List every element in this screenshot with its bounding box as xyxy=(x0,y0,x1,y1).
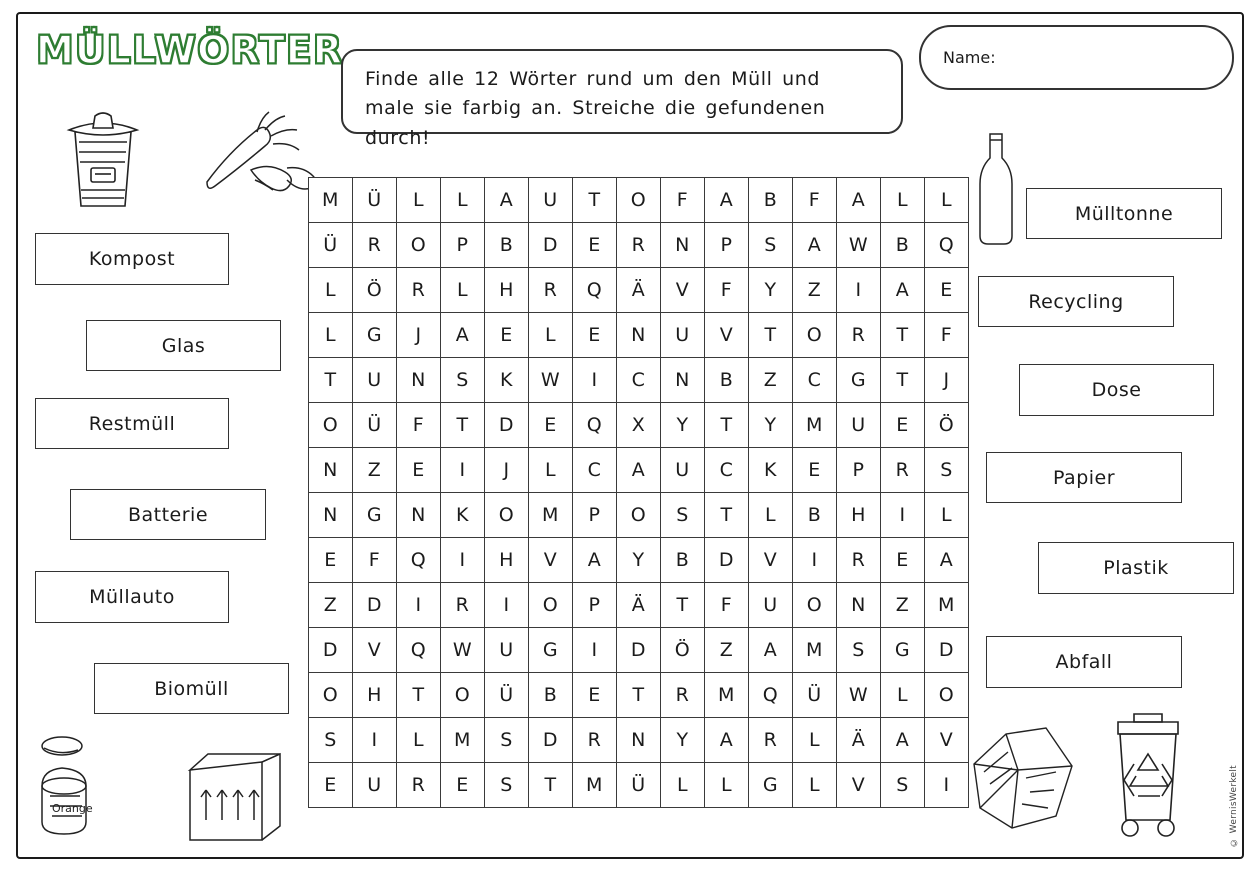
grid-cell[interactable]: S xyxy=(881,763,925,808)
word-box-muellauto[interactable] xyxy=(35,571,229,623)
grid-cell[interactable]: Ü xyxy=(353,403,397,448)
grid-cell[interactable]: B xyxy=(485,223,529,268)
grid-cell[interactable]: G xyxy=(837,358,881,403)
grid-cell[interactable]: S xyxy=(749,223,793,268)
grid-cell[interactable]: D xyxy=(705,538,749,583)
grid-cell[interactable]: E xyxy=(573,673,617,718)
grid-cell[interactable]: F xyxy=(397,403,441,448)
grid-cell[interactable]: R xyxy=(661,673,705,718)
grid-cell[interactable]: O xyxy=(617,493,661,538)
grid-cell[interactable]: U xyxy=(529,178,573,223)
crumpled-paper-icon xyxy=(960,712,1082,834)
grid-cell[interactable]: V xyxy=(925,718,969,763)
grid-cell[interactable]: N xyxy=(617,313,661,358)
grid-cell[interactable]: N xyxy=(837,583,881,628)
grid-cell[interactable]: I xyxy=(573,628,617,673)
grid-cell[interactable]: N xyxy=(397,493,441,538)
grid-cell[interactable]: E xyxy=(485,313,529,358)
grid-cell[interactable]: O xyxy=(617,178,661,223)
grid-cell[interactable]: E xyxy=(925,268,969,313)
grid-cell[interactable]: M xyxy=(793,628,837,673)
grid-cell[interactable]: A xyxy=(837,178,881,223)
grid-cell[interactable]: G xyxy=(749,763,793,808)
grid-cell[interactable]: W xyxy=(529,358,573,403)
grid-row xyxy=(309,313,969,358)
grid-cell[interactable]: Z xyxy=(881,583,925,628)
grid-cell[interactable]: E xyxy=(309,538,353,583)
grid-cell[interactable]: D xyxy=(353,583,397,628)
grid-cell[interactable]: M xyxy=(309,178,353,223)
grid-cell[interactable]: I xyxy=(573,358,617,403)
grid-cell[interactable]: A xyxy=(881,718,925,763)
grid-cell[interactable]: L xyxy=(749,493,793,538)
word-label: Abfall xyxy=(1055,651,1113,673)
grid-cell[interactable]: Q xyxy=(397,628,441,673)
compost-bin-icon xyxy=(55,100,151,215)
grid-cell[interactable]: I xyxy=(793,538,837,583)
word-box-kompost[interactable] xyxy=(35,233,229,285)
word-label: Dose xyxy=(1091,379,1142,401)
grid-cell[interactable]: Q xyxy=(573,268,617,313)
grid-cell[interactable]: Ö xyxy=(353,268,397,313)
grid-cell[interactable]: R xyxy=(881,448,925,493)
grid-cell[interactable]: Y xyxy=(661,718,705,763)
grid-cell[interactable]: G xyxy=(881,628,925,673)
grid-cell[interactable]: G xyxy=(353,313,397,358)
grid-cell[interactable]: O xyxy=(529,583,573,628)
grid-cell[interactable]: E xyxy=(573,313,617,358)
word-box-glas[interactable] xyxy=(86,320,281,371)
grid-cell[interactable]: S xyxy=(925,448,969,493)
grid-cell[interactable]: M xyxy=(529,493,573,538)
grid-cell[interactable]: M xyxy=(925,583,969,628)
grid-cell[interactable]: T xyxy=(749,313,793,358)
word-label: Papier xyxy=(1052,466,1116,489)
grid-cell[interactable]: E xyxy=(793,448,837,493)
grid-cell[interactable]: Y xyxy=(661,403,705,448)
grid-cell[interactable]: S xyxy=(309,718,353,763)
grid-row xyxy=(309,403,969,448)
grid-cell[interactable]: U xyxy=(661,313,705,358)
grid-cell[interactable]: Q xyxy=(749,673,793,718)
grid-cell[interactable]: H xyxy=(353,673,397,718)
grid-cell[interactable]: R xyxy=(837,313,881,358)
grid-cell[interactable]: J xyxy=(397,313,441,358)
grid-cell[interactable]: S xyxy=(485,763,529,808)
beverage-carton-icon xyxy=(176,740,288,850)
grid-cell[interactable]: Y xyxy=(617,538,661,583)
tin-can-icon xyxy=(36,730,146,840)
grid-cell[interactable]: E xyxy=(397,448,441,493)
word-label: Kompost xyxy=(88,248,176,270)
grid-cell[interactable]: L xyxy=(309,313,353,358)
grid-cell[interactable]: F xyxy=(925,313,969,358)
grid-cell[interactable]: V xyxy=(837,763,881,808)
grid-cell[interactable]: L xyxy=(881,673,925,718)
grid-cell[interactable]: T xyxy=(397,673,441,718)
grid-cell[interactable]: Ö xyxy=(925,403,969,448)
grid-cell[interactable]: I xyxy=(441,448,485,493)
grid-cell[interactable]: V xyxy=(705,313,749,358)
grid-cell[interactable]: T xyxy=(441,403,485,448)
grid-cell[interactable]: L xyxy=(397,178,441,223)
grid-cell[interactable]: L xyxy=(881,178,925,223)
grid-row xyxy=(309,268,969,313)
svg-text:Orange: Orange xyxy=(52,802,93,815)
grid-cell[interactable]: R xyxy=(441,583,485,628)
grid-cell[interactable]: E xyxy=(529,403,573,448)
grid-cell[interactable]: U xyxy=(485,628,529,673)
grid-cell[interactable]: N xyxy=(309,493,353,538)
grid-cell[interactable]: H xyxy=(485,268,529,313)
grid-cell[interactable]: F xyxy=(661,178,705,223)
recycling-wheelie-bin-icon xyxy=(1100,702,1198,842)
copyright-notice: © WernisWerkelt xyxy=(1229,765,1239,847)
grid-cell[interactable]: Ü xyxy=(353,178,397,223)
grid-cell[interactable]: D xyxy=(485,403,529,448)
word-label: Mülltonne xyxy=(1074,202,1174,225)
grid-cell[interactable]: B xyxy=(661,538,705,583)
word-box-abfall[interactable] xyxy=(986,636,1182,688)
grid-cell[interactable]: T xyxy=(529,763,573,808)
word-label: Müllauto xyxy=(89,586,175,608)
name-field[interactable] xyxy=(919,25,1234,90)
grid-cell[interactable]: W xyxy=(837,673,881,718)
grid-cell[interactable]: T xyxy=(661,583,705,628)
grid-cell[interactable]: V xyxy=(529,538,573,583)
grid-cell[interactable]: P xyxy=(573,583,617,628)
grid-cell[interactable]: M xyxy=(793,403,837,448)
grid-cell[interactable]: Ü xyxy=(617,763,661,808)
grid-cell[interactable]: N xyxy=(661,358,705,403)
grid-cell[interactable]: T xyxy=(309,358,353,403)
grid-cell[interactable]: I xyxy=(837,268,881,313)
grid-cell[interactable]: S xyxy=(441,358,485,403)
grid-cell[interactable]: B xyxy=(793,493,837,538)
grid-cell[interactable]: W xyxy=(441,628,485,673)
grid-cell[interactable]: T xyxy=(617,673,661,718)
grid-row xyxy=(309,178,969,223)
grid-cell[interactable]: D xyxy=(529,718,573,763)
grid-cell[interactable]: H xyxy=(837,493,881,538)
word-search-grid[interactable] xyxy=(308,177,969,808)
grid-cell[interactable]: R xyxy=(749,718,793,763)
word-box-muelltonne[interactable] xyxy=(1026,188,1222,239)
grid-cell[interactable]: A xyxy=(705,178,749,223)
grid-cell[interactable]: Z xyxy=(705,628,749,673)
grid-cell[interactable]: T xyxy=(705,493,749,538)
grid-cell[interactable]: Y xyxy=(749,403,793,448)
grid-row xyxy=(309,583,969,628)
grid-cell[interactable]: L xyxy=(529,448,573,493)
grid-cell[interactable]: L xyxy=(309,268,353,313)
grid-cell[interactable]: L xyxy=(661,763,705,808)
grid-cell[interactable]: P xyxy=(441,223,485,268)
grid-cell[interactable]: A xyxy=(881,268,925,313)
grid-row xyxy=(309,448,969,493)
word-label: Glas xyxy=(161,334,206,357)
word-box-dose[interactable] xyxy=(1019,364,1214,416)
grid-cell[interactable]: R xyxy=(529,268,573,313)
word-box-biomuell[interactable] xyxy=(94,663,289,714)
grid-cell[interactable]: T xyxy=(705,403,749,448)
grid-cell[interactable]: K xyxy=(441,493,485,538)
grid-cell[interactable]: B xyxy=(749,178,793,223)
grid-cell[interactable]: Q xyxy=(573,403,617,448)
grid-cell[interactable]: L xyxy=(397,718,441,763)
grid-row xyxy=(309,493,969,538)
grid-cell[interactable]: L xyxy=(925,493,969,538)
word-box-papier[interactable] xyxy=(986,452,1182,503)
grid-cell[interactable]: S xyxy=(485,718,529,763)
grid-cell[interactable]: U xyxy=(353,358,397,403)
grid-cell[interactable]: N xyxy=(661,223,705,268)
grid-cell[interactable]: L xyxy=(529,313,573,358)
grid-cell[interactable]: I xyxy=(353,718,397,763)
grid-cell[interactable]: T xyxy=(573,178,617,223)
word-label: Biomüll xyxy=(154,677,229,700)
grid-cell[interactable]: O xyxy=(793,313,837,358)
grid-cell[interactable]: M xyxy=(705,673,749,718)
word-box-batterie[interactable] xyxy=(70,489,266,540)
page-title: MÜLLWÖRTER xyxy=(36,28,344,72)
grid-row xyxy=(309,358,969,403)
grid-cell[interactable]: A xyxy=(485,178,529,223)
word-label: Plastik xyxy=(1103,557,1169,579)
grid-cell[interactable]: T xyxy=(881,358,925,403)
grid-cell[interactable]: O xyxy=(309,403,353,448)
grid-cell[interactable]: I xyxy=(441,538,485,583)
grid-cell[interactable]: A xyxy=(749,628,793,673)
grid-cell[interactable]: A xyxy=(925,538,969,583)
instruction-box: Finde alle 12 Wörter rund um den Müll und male sie farbig an. Streiche die gefundenen durch! xyxy=(341,49,903,134)
grid-cell[interactable]: O xyxy=(925,673,969,718)
grid-cell[interactable]: D xyxy=(309,628,353,673)
grid-cell[interactable]: P xyxy=(705,223,749,268)
grid-cell[interactable]: E xyxy=(881,538,925,583)
grid-cell[interactable]: Ä xyxy=(837,718,881,763)
grid-cell[interactable]: A xyxy=(573,538,617,583)
grid-cell[interactable]: F xyxy=(793,178,837,223)
grid-cell[interactable]: X xyxy=(617,403,661,448)
grid-row xyxy=(309,538,969,583)
name-label: Name: xyxy=(943,48,996,67)
grid-cell[interactable]: N xyxy=(397,358,441,403)
grid-cell[interactable]: L xyxy=(441,268,485,313)
grid-cell[interactable]: C xyxy=(573,448,617,493)
grid-row xyxy=(309,628,969,673)
grid-cell[interactable]: Ä xyxy=(617,583,661,628)
grid-cell[interactable]: A xyxy=(441,313,485,358)
word-label: Batterie xyxy=(127,503,209,526)
grid-cell[interactable]: E xyxy=(441,763,485,808)
grid-cell[interactable]: P xyxy=(573,493,617,538)
grid-cell[interactable]: D xyxy=(529,223,573,268)
grid-cell[interactable]: Z xyxy=(353,448,397,493)
grid-cell[interactable]: S xyxy=(837,628,881,673)
grid-cell[interactable]: N xyxy=(309,448,353,493)
grid-cell[interactable]: R xyxy=(353,223,397,268)
grid-cell[interactable]: O xyxy=(441,673,485,718)
grid-cell[interactable]: O xyxy=(397,223,441,268)
grid-cell[interactable]: I xyxy=(485,583,529,628)
grid-cell[interactable]: Ö xyxy=(661,628,705,673)
grid-cell[interactable]: S xyxy=(661,493,705,538)
grid-cell[interactable]: I xyxy=(397,583,441,628)
grid-cell[interactable]: K xyxy=(485,358,529,403)
grid-cell[interactable]: A xyxy=(793,223,837,268)
grid-cell[interactable]: D xyxy=(617,628,661,673)
grid-cell[interactable]: L xyxy=(441,178,485,223)
grid-cell[interactable]: G xyxy=(529,628,573,673)
grid-cell[interactable]: A xyxy=(705,718,749,763)
grid-cell[interactable]: D xyxy=(925,628,969,673)
grid-cell[interactable]: G xyxy=(353,493,397,538)
grid-cell[interactable]: C xyxy=(617,358,661,403)
grid-cell[interactable]: V xyxy=(353,628,397,673)
grid-cell[interactable]: P xyxy=(837,448,881,493)
grid-cell[interactable]: Z xyxy=(793,268,837,313)
grid-cell[interactable]: Ä xyxy=(617,268,661,313)
word-box-restmuell[interactable] xyxy=(35,398,229,449)
grid-cell[interactable]: Q xyxy=(397,538,441,583)
grid-cell[interactable]: O xyxy=(309,673,353,718)
grid-cell[interactable]: R xyxy=(397,268,441,313)
grid-cell[interactable]: Y xyxy=(749,268,793,313)
grid-cell[interactable]: Ü xyxy=(485,673,529,718)
grid-cell[interactable]: Ü xyxy=(309,223,353,268)
grid-cell[interactable]: F xyxy=(705,268,749,313)
grid-cell[interactable]: R xyxy=(397,763,441,808)
grid-cell[interactable]: C xyxy=(705,448,749,493)
word-label: Recycling xyxy=(1028,290,1124,313)
grid-cell[interactable]: Ü xyxy=(793,673,837,718)
word-box-recycling[interactable] xyxy=(978,276,1174,327)
grid-cell[interactable]: M xyxy=(441,718,485,763)
grid-cell[interactable]: K xyxy=(749,448,793,493)
grid-cell[interactable]: O xyxy=(485,493,529,538)
grid-cell[interactable]: I xyxy=(881,493,925,538)
grid-cell[interactable]: U xyxy=(661,448,705,493)
grid-cell[interactable]: B xyxy=(705,358,749,403)
grid-cell[interactable]: U xyxy=(749,583,793,628)
grid-cell[interactable]: E xyxy=(881,403,925,448)
grid-cell[interactable]: E xyxy=(309,763,353,808)
grid-cell[interactable]: J xyxy=(925,358,969,403)
grid-cell[interactable]: R xyxy=(837,538,881,583)
grid-cell[interactable]: E xyxy=(573,223,617,268)
grid-cell[interactable]: Z xyxy=(749,358,793,403)
grid-cell[interactable]: U xyxy=(353,763,397,808)
grid-cell[interactable]: A xyxy=(617,448,661,493)
grid-row xyxy=(309,223,969,268)
grid-cell[interactable]: L xyxy=(793,718,837,763)
grid-cell[interactable]: R xyxy=(573,718,617,763)
grid-cell[interactable]: V xyxy=(749,538,793,583)
grid-cell[interactable]: B xyxy=(529,673,573,718)
grid-cell[interactable]: L xyxy=(793,763,837,808)
glass-bottle-icon xyxy=(972,128,1020,248)
grid-row xyxy=(309,673,969,718)
grid-cell[interactable]: L xyxy=(925,178,969,223)
word-label: Restmüll xyxy=(88,412,176,435)
grid-cell[interactable]: O xyxy=(793,583,837,628)
grid-cell[interactable]: N xyxy=(617,718,661,763)
grid-cell[interactable]: J xyxy=(485,448,529,493)
grid-cell[interactable]: I xyxy=(925,763,969,808)
grid-cell[interactable]: M xyxy=(573,763,617,808)
grid-cell[interactable]: F xyxy=(353,538,397,583)
grid-cell[interactable]: W xyxy=(837,223,881,268)
grid-cell[interactable]: Z xyxy=(309,583,353,628)
grid-cell[interactable]: L xyxy=(705,763,749,808)
grid-cell[interactable]: F xyxy=(705,583,749,628)
grid-cell[interactable]: H xyxy=(485,538,529,583)
grid-row xyxy=(309,718,969,763)
grid-row xyxy=(309,763,969,808)
grid-cell[interactable]: U xyxy=(837,403,881,448)
grid-cell[interactable]: T xyxy=(881,313,925,358)
grid-cell[interactable]: Q xyxy=(925,223,969,268)
grid-cell[interactable]: B xyxy=(881,223,925,268)
grid-cell[interactable]: C xyxy=(793,358,837,403)
grid-cell[interactable]: R xyxy=(617,223,661,268)
word-box-plastik[interactable] xyxy=(1038,542,1234,594)
grid-cell[interactable]: V xyxy=(661,268,705,313)
